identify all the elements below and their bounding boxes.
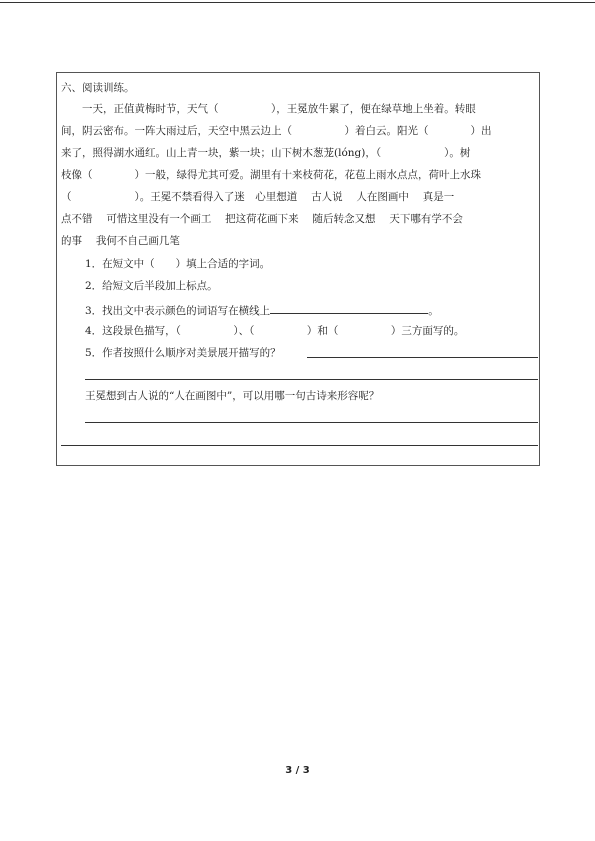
- answer-line-q6-a[interactable]: [85, 422, 538, 423]
- question-4: 4．这段景色描写，（ ）、（ ）和（ ）三方面写的。: [85, 325, 465, 337]
- question-1: 1．在短文中（ ）填上合适的字词。: [85, 258, 271, 270]
- passage-line-6: 点不错 可惜这里没有一个画工 把这荷花画下来 随后转念又想 天下哪有学不会: [61, 213, 463, 225]
- reading-exercise-box: [56, 72, 540, 466]
- answer-blank-q3[interactable]: [270, 302, 428, 314]
- passage-line-3: 来了，照得湖水通红。山上青一块，紫一块；山下树木葱茏(lóng)，（ ）。树: [61, 147, 471, 159]
- question-3: 3．找出文中表示颜色的词语写在横线上 。: [85, 302, 439, 318]
- passage-line-5: （ ）。王冕不禁看得入了迷 心里想道 古人说 人在图画中 真是一: [61, 191, 455, 203]
- question-6: 王冕想到古人说的“人在画图中”，可以用哪一句古诗来形容呢？: [85, 390, 380, 402]
- header-rule: [0, 2, 595, 3]
- answer-line-q5-a[interactable]: [307, 357, 538, 358]
- page-number: 3 / 3: [285, 765, 310, 776]
- passage-line-7: 的事 我何不自己画几笔: [61, 235, 180, 247]
- answer-line-q5-b[interactable]: [85, 379, 538, 380]
- question-5: 5．作者按照什么顺序对美景展开描写的？: [85, 347, 281, 359]
- section-title: 六、阅读训练。: [61, 82, 135, 94]
- question-2: 2．给短文后半段加上标点。: [85, 280, 218, 292]
- passage-line-1: 一天，正值黄梅时节，天气（ ），王冕放牛累了，便在绿草地上坐着。转眼: [61, 103, 476, 115]
- passage-line-2: 间，阴云密布。一阵大雨过后，天空中黑云边上（ ）着白云。阳光（ ）出: [61, 125, 492, 137]
- answer-line-q6-b[interactable]: [61, 445, 538, 446]
- passage-line-4: 枝像（ ）一般，绿得尤其可爱。湖里有十来枝荷花，花苞上雨水点点，荷叶上水珠: [61, 169, 481, 181]
